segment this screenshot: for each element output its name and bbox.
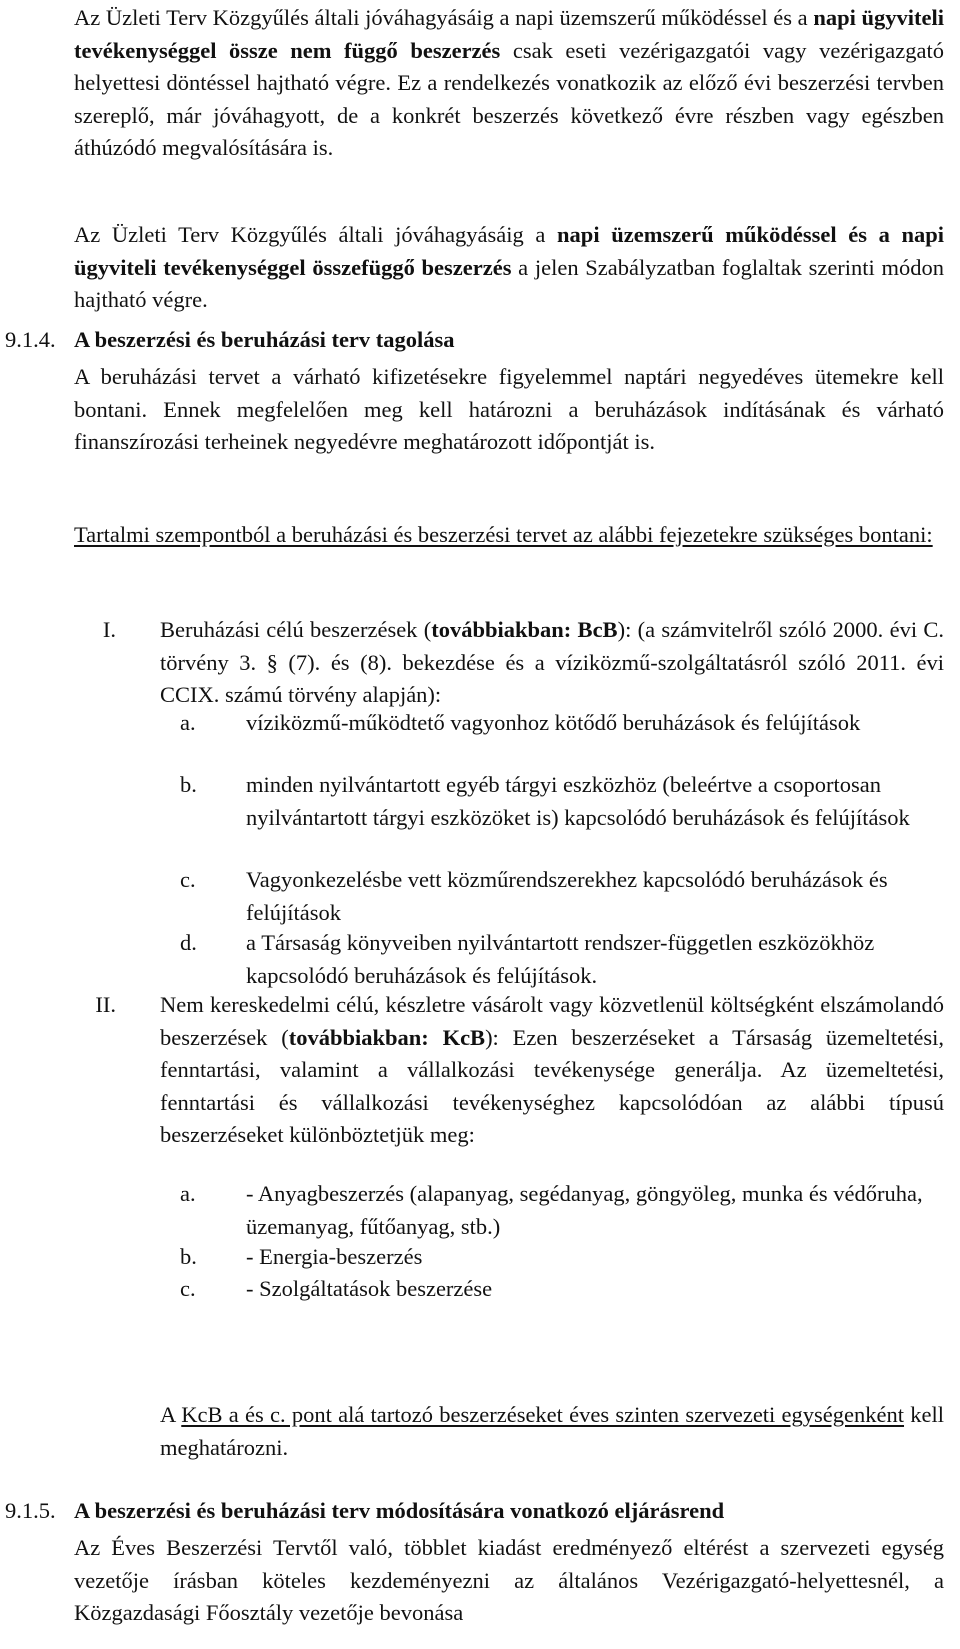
underlined-text: KcB a és c. pont alá tartozó beszerzéseket éves szinten szervezeti egységenként	[181, 1402, 905, 1427]
list-marker-letter: a.	[180, 1181, 196, 1206]
sub-list-item: - Szolgáltatások beszerzése	[246, 1276, 493, 1301]
note-text: A	[160, 1402, 182, 1427]
note-text: kell meghatározni.	[160, 1402, 944, 1460]
section-number: 9.1.5.	[5, 1498, 56, 1523]
list-marker-letter: c.	[180, 867, 196, 892]
bold-phrase: továbbiakban: KcB	[288, 1024, 486, 1050]
item-text: Nem kereskedelmi célú, készletre vásárolt vagy közvetlenül költségként elszámolandó beszerzések (	[160, 992, 944, 1050]
kcb-note	[160, 1399, 944, 1464]
paragraph-text: csak eseti vezérigazgatói vagy vezérigazgató helyettesi döntéssel hajtható végre. Ez a rendelkezés vonatkozik az előző évi beszerzési tervben szereplő, már jóváhagyott, de a konkrét beszerzés következő évre részben vagy egészben áthúzódó megvalósítására is.	[74, 37, 945, 160]
sub-list-item: minden nyilvántartott egyéb tárgyi eszközhöz (beleértve a csoportosan nyilvántartott tárgyi eszközöket is) kapcsolódó beruházások és felújítások	[246, 772, 910, 830]
sub-list-item: víziközmű-működtető vagyonhoz kötődő beruházások és felújítások	[246, 710, 861, 735]
item-text: ): (a számvitelről szóló 2000. évi C. törvény 3. § (7). és (8). bekezdése és a víziközmű-szolgáltatásról szóló 2011. évi CCIX. számú törvény alapján):	[160, 617, 944, 707]
list-marker-letter: b.	[180, 772, 197, 797]
section-number: 9.1.4.	[5, 327, 56, 352]
list-marker-letter: c.	[180, 1276, 196, 1301]
underlined-text: Tartalmi szempontból a beruházási és beszerzési tervet az alábbi fejezetekre szükséges bontani:	[74, 522, 933, 547]
list-marker-letter: d.	[180, 930, 197, 955]
list-item-kcb	[160, 989, 944, 1152]
sub-list-item: Vagyonkezelésbe vett közműrendszerekhez kapcsolódó beruházások és felújítások	[246, 867, 888, 925]
paragraph-modification-procedure: Az Éves Beszerzési Tervtől való, többlet kiadást eredményező eltérést a szervezeti egység vezetője írásban köteles kezdeményezni az általános Vezérigazgató-helyettesnél, a Közgazdasági Főosztály vezetője bevonása	[74, 1535, 944, 1625]
bold-phrase: napi üzemszerű működéssel és a napi ügyviteli tevékenységgel összefüggő beszerzés	[74, 222, 944, 280]
list-marker-letter: a.	[180, 710, 196, 735]
list-marker-roman: II.	[95, 992, 116, 1017]
paragraph-text: a jelen Szabályzatban foglaltak szerinti módon hajtható végre.	[74, 254, 944, 312]
list-marker-letter: b.	[180, 1244, 197, 1269]
paragraph-approval-related	[74, 219, 944, 317]
sub-list-item: a Társaság könyveiben nyilvántartott rendszer-független eszközökhöz kapcsolódó beruházások és felújítások.	[246, 930, 875, 988]
underlined-intro	[74, 519, 944, 552]
sub-list-item: - Energia-beszerzés	[246, 1244, 423, 1269]
section-heading: A beszerzési és beruházási terv tagolása	[74, 327, 455, 352]
bold-phrase: napi ügyviteli tevékenységgel össze nem függő beszerzés	[74, 5, 944, 63]
paragraph-text: Az Üzleti Terv Közgyűlés általi jóváhagyásáig a napi üzemszerű működéssel és a	[74, 5, 814, 30]
paragraph-quarterly-schedule: A beruházási tervet a várható kifizetésekre figyelemmel naptári negyedéves ütemekre kell bontani. Ennek megfelelően meg kell határozni a beruházások indításának és várható finanszírozási terheinek negyedévre meghatározott időpontját is.	[74, 364, 944, 454]
list-marker-roman: I.	[102, 617, 116, 642]
list-item-bcb	[160, 614, 944, 712]
paragraph-approval-unrelated	[74, 2, 944, 165]
section-heading: A beszerzési és beruházási terv módosítására vonatkozó eljárásrend	[74, 1498, 725, 1523]
item-text: ): Ezen beszerzéseket a Társaság üzemeltetési, fenntartási, valamint a vállalkozási tevékenysége generálja. Az üzemeltetési, fenntartási és vállalkozási tevékenységhez kapcsolódóan az alábbi típusú beszerzéseket különböztetjük meg:	[160, 1024, 944, 1147]
bold-phrase: továbbiakban: BcB	[431, 617, 618, 642]
paragraph-text: Az Üzleti Terv Közgyűlés általi jóváhagyásáig a	[74, 222, 558, 247]
sub-list-item: - Anyagbeszerzés (alapanyag, segédanyag, göngyöleg, munka és védőruha, üzemanyag, fűtőanyag, stb.)	[246, 1181, 923, 1239]
item-text: Beruházási célú beszerzések (	[160, 617, 432, 642]
